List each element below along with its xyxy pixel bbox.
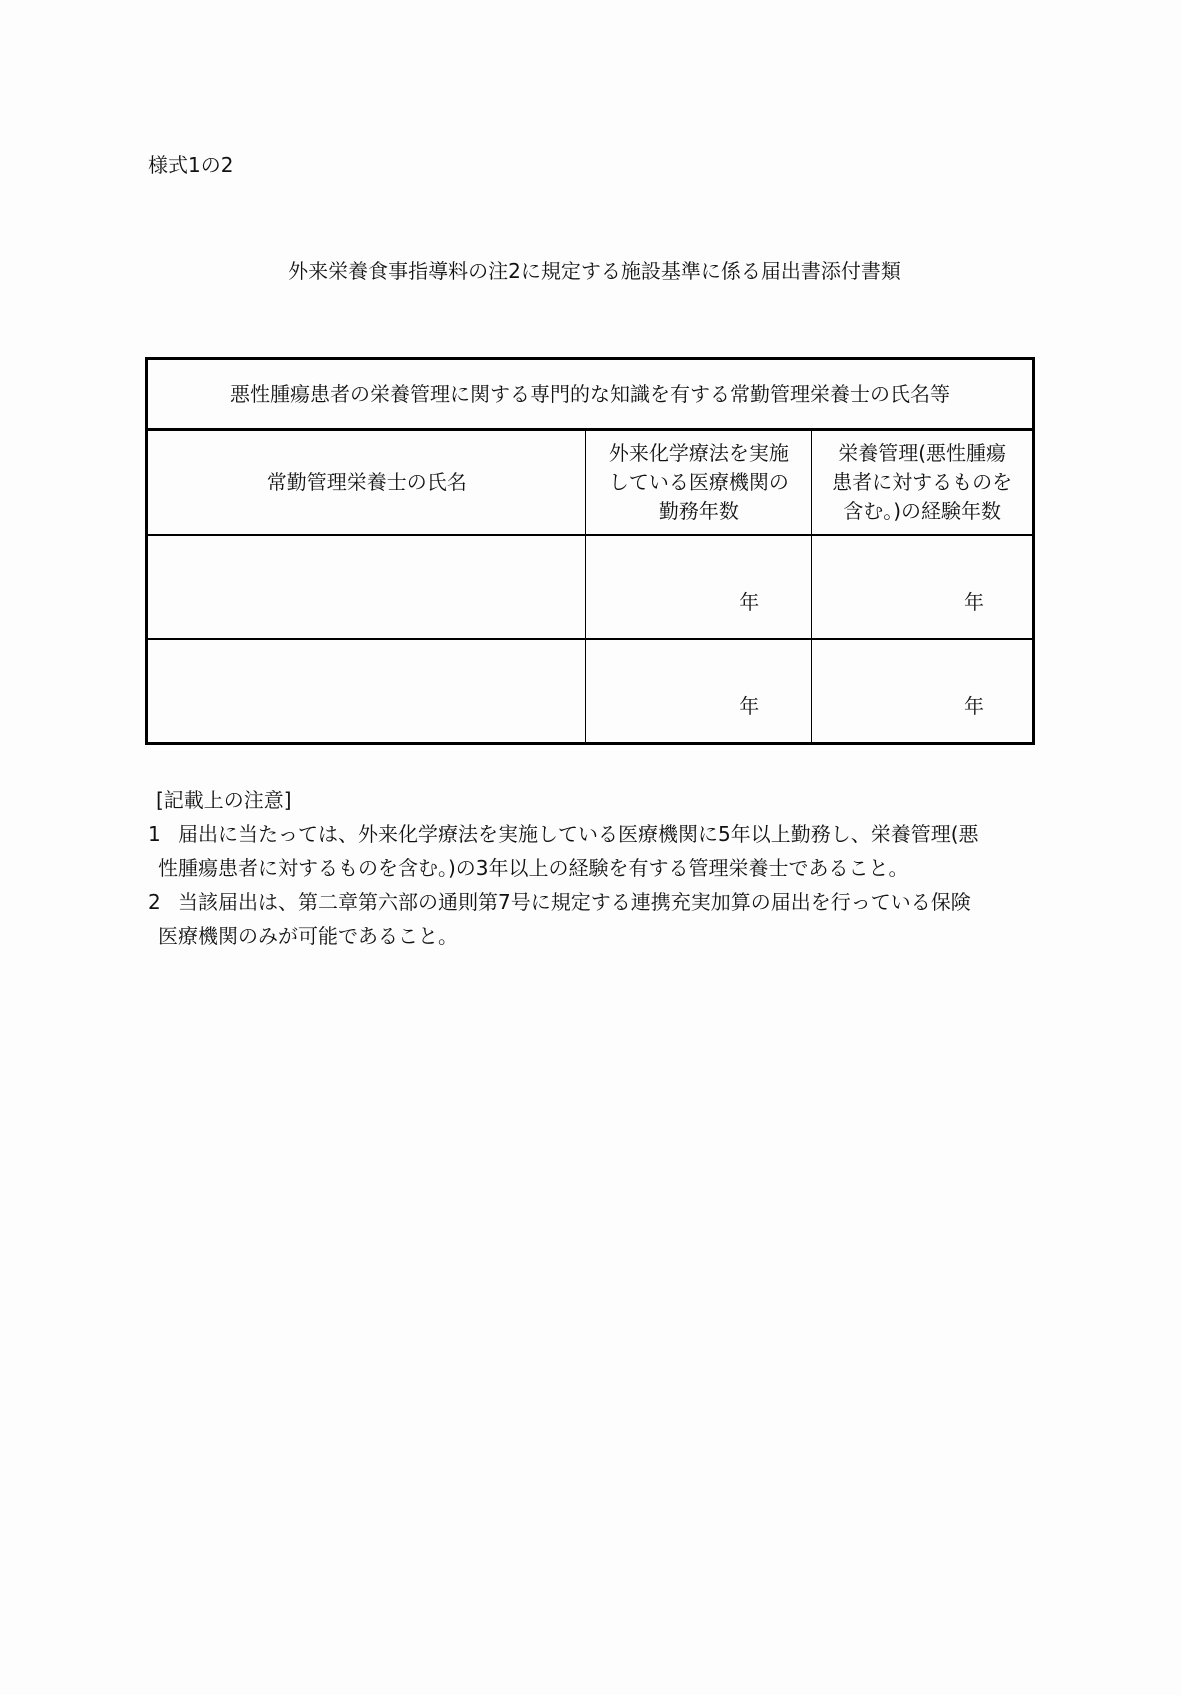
table-header-row	[147, 430, 1034, 535]
note-item	[148, 885, 1048, 953]
years-unit-label: 年	[739, 693, 760, 718]
column-header-nutrition-years	[812, 430, 1034, 535]
chemo-years-field[interactable]	[586, 535, 812, 639]
note-item	[148, 817, 1048, 885]
note-text	[158, 817, 1048, 885]
dietitian-form-table	[145, 357, 1035, 745]
header-line: 勤務年数	[658, 499, 739, 524]
note-number: 2	[148, 890, 161, 914]
table-row	[147, 535, 1034, 639]
note-line: 医療機関のみが可能であること。	[158, 924, 458, 948]
form-number: 様式1の2	[148, 153, 234, 177]
header-line: 栄養管理(悪性腫瘍	[838, 441, 1007, 466]
document-title-text: 外来栄養食事指導料の注2に規定する施設基準に係る届出書添付書類	[288, 259, 901, 283]
nutrition-years-field[interactable]	[812, 535, 1034, 639]
column-header-name	[147, 430, 586, 535]
table-row	[147, 639, 1034, 743]
years-unit-label: 年	[964, 693, 984, 718]
dietitian-name-field[interactable]	[147, 535, 586, 639]
note-line: 性腫瘍患者に対するものを含む。)の3年以上の経験を有する管理栄養士であること。	[158, 856, 909, 880]
years-unit-label: 年	[964, 589, 984, 614]
note-text	[158, 885, 1048, 953]
header-line: 患者に対するものを	[832, 470, 1013, 495]
years-unit-label: 年	[739, 589, 760, 614]
column-header-chemo-years	[586, 430, 812, 535]
table-caption-row	[147, 359, 1034, 430]
nutrition-years-field[interactable]	[812, 639, 1034, 743]
chemo-years-field[interactable]	[586, 639, 812, 743]
note-line: 当該届出は、第二章第六部の通則第7号に規定する連携充実加算の届出を行っている保険	[178, 890, 971, 914]
notes-heading: [記載上の注意]	[156, 788, 292, 812]
notes-section	[148, 783, 1048, 953]
table-caption: 悪性腫瘍患者の栄養管理に関する専門的な知識を有する常勤管理栄養士の氏名等	[147, 359, 1034, 430]
note-number: 1	[148, 822, 161, 846]
column-header-name-text: 常勤管理栄養士の氏名	[266, 470, 467, 495]
header-line: 含む。)の経験年数	[843, 499, 1002, 524]
header-line: 外来化学療法を実施	[608, 441, 789, 466]
dietitian-name-field[interactable]	[147, 639, 586, 743]
header-line: している医療機関の	[608, 470, 789, 495]
note-line: 届出に当たっては、外来化学療法を実施している医療機関に5年以上勤務し、栄養管理(悪	[178, 822, 979, 846]
document-title	[0, 258, 1181, 284]
